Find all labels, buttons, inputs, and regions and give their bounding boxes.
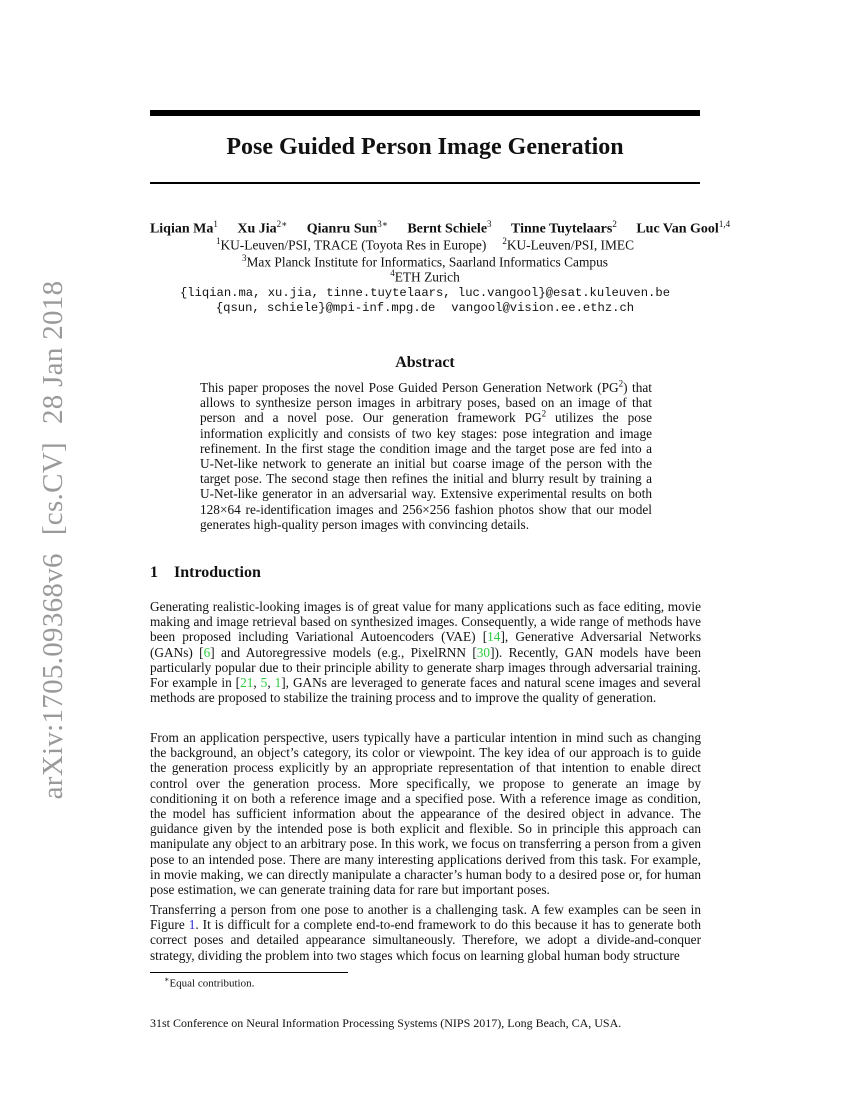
section-heading: 1 Introduction [150,564,261,581]
figure-link[interactable]: 1 [188,917,196,933]
author: Tinne Tuytelaars$^2$ [511,219,617,237]
title-top-rule [150,110,700,116]
paper-title: Pose Guided Person Image Generation [226,134,624,160]
citation-link[interactable]: 30 [476,644,491,660]
abstract-heading: Abstract [395,354,455,371]
author: Luc Van Gool$^{1,4}$ [636,219,731,237]
intro-paragraph-1: Generating realistic-looking images is of great value for many applications such as face editing, movie making and image retrieval based on synthesized images. Consequently, a wide range of methods have been proposed including Variational Autoencoders (VAE) [14], Generative Adversarial Networks (GANs) [6] and Autoregressive models (e.g., PixelRNN [30]). Recently, GAN models have been particularly popular due to their principle ability to generate sharp images through adversarial training. For example in [21, 5, 1], GANs are leveraged to generate faces and natural scene images and several methods are proposed to stabilize the training process and to improve the quality of generation. [150,599,702,706]
author-list [140,219,740,238]
citation-link[interactable]: 1 [274,675,282,691]
footnote: ∗Equal contribution. [164,975,255,990]
arxiv-stamp [37,281,70,800]
abstract-body: This paper proposes the novel Pose Guided Person Generation Network $(PG^2)$ that allows to synthesize person images in arbitrary poses, based on an image of that person and a novel pose. Our generation framework $PG^2$ utilizes the pose information explicitly and consists of two key stages: pose integration and image refinement. In the first stage the condition image and the target pose are fed into a U-Net-like network to generate an initial but coarse image of the person with the target pose. The second stage then refines the initial and blurry result by training a U-Net-like generator in an adversarial way. Extensive experimental results on both 128×64 re-identification images and 256×256 fashion photos show that our model generates high-quality person images with convincing details. [200,378,652,532]
title-bottom-rule [150,182,700,184]
author: Xu Jia$^{2∗}$ [237,219,288,237]
arxiv-date: 28 Jan 2018 [37,280,69,425]
author: Qianru Sun$^{3∗}$ [306,219,388,237]
email-line-2: {qsun, schiele}@mpi-inf.mpg.de vangool@vision.ee.ethz.ch [215,301,635,315]
conference-note: 31st Conference on Neural Information Processing Systems (NIPS 2017), Long Beach, CA, USA. [150,1016,622,1030]
author: Bernt Schiele$^3$ [407,219,492,237]
affiliation-line-2: $^3$Max Planck Institute for Informatics, Saarland Informatics Campus [242,253,608,270]
citation-link[interactable]: 5 [260,675,268,691]
footnote-rule [150,972,348,973]
citation-link[interactable]: 6 [203,644,211,660]
affiliation-line-3: $^4$ETH Zurich [390,268,460,285]
arxiv-id: arXiv:1705.09368v6 [37,553,69,800]
intro-paragraph-2: From an application perspective, users typically have a particular intention in mind such as changing the background, an object’s category, its color or viewpoint. The key idea of our approach is to guide the generation process explicitly by an appropriate representation of that intention to enable direct control over the generation process. More specifically, we propose to generate an image by conditioning it on both a reference image and a specified pose. With a reference image as condition, the model has sufficient information about the appearance of the desired object in advance. The guidance given by the intended pose is both explicit and flexible. So in principle this approach can manipulate any object to an arbitrary pose. In this work, we focus on transferring a person from a given pose to an intended pose. There are many interesting applications derived from this task. For example, in movie making, we can directly manipulate a character’s human body to a desired pose or, for human pose estimation, we can generate training data for rare but important poses. [150,730,701,898]
citation-link[interactable]: 21 [240,675,254,691]
email-line-1: {liqian.ma, xu.jia, tinne.tuytelaars, luc.vangool}@esat.kuleuven.be [179,286,671,300]
affiliation-line-1: $^1$KU-Leuven/PSI, TRACE (Toyota Res in Europe) $^2$KU-Leuven/PSI, IMEC [215,236,635,253]
citation-link[interactable]: 14 [487,629,501,645]
author: Liqian Ma$^1$ [149,219,218,237]
arxiv-category: [cs.CV] [37,442,69,536]
intro-paragraph-3: Transferring a person from one pose to another is a challenging task. A few examples can be seen in Figure 1. It is difficult for a complete end-to-end framework to do this because it has to generate both correct poses and detailed appearance simultaneously. Therefore, we adopt a divide-and-conquer strategy, dividing the problem into two stages which focus on learning global human body structure [150,902,701,963]
